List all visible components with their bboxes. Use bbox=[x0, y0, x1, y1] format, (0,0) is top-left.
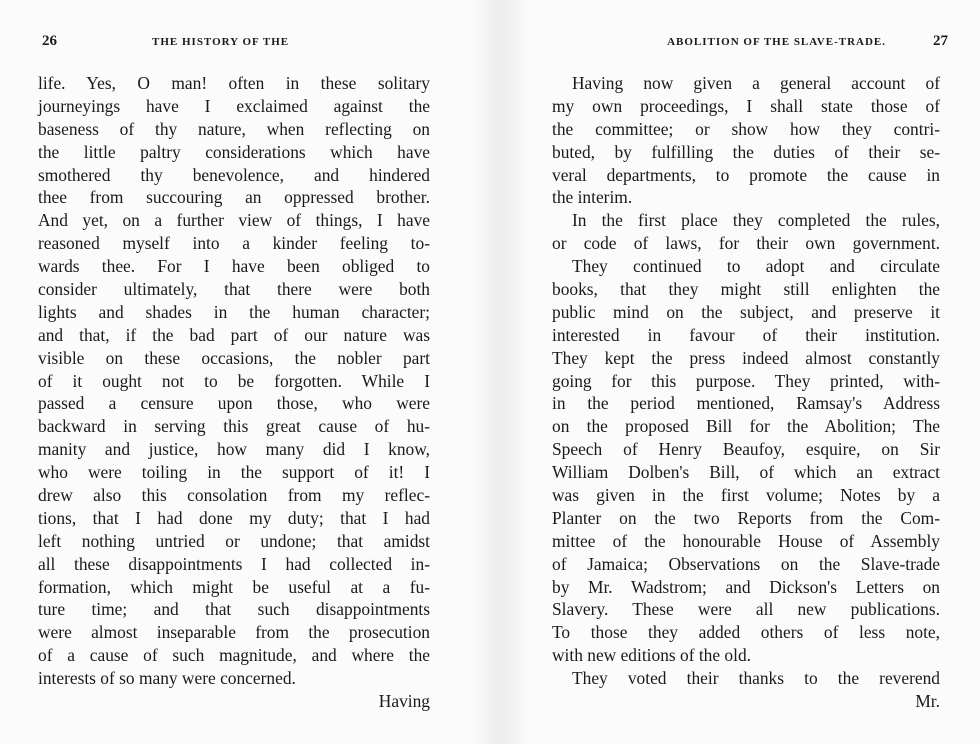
text-line: ture time; and that such disappointments bbox=[38, 599, 430, 620]
text-line: interested in favour of their institution. bbox=[552, 324, 940, 345]
text-line: by Mr. Wadstrom; and Dickson's Letters on bbox=[552, 576, 940, 597]
text-line: reasoned myself into a kinder feeling to- bbox=[38, 233, 430, 254]
left-running-head bbox=[42, 33, 432, 58]
text-line: the little paltry considerations which have bbox=[38, 141, 430, 162]
text-line: passed a censure upon those, who were bbox=[38, 393, 430, 414]
text-line: public mind on the subject, and preserve it bbox=[552, 301, 940, 322]
text-line: visible on these occasions, the nobler part bbox=[38, 347, 430, 368]
left-running-head-title: THE HISTORY OF THE bbox=[152, 36, 290, 48]
text-line: my own proceedings, I shall state those of bbox=[552, 95, 940, 116]
text-line: life. Yes, O man! often in these solitary bbox=[38, 73, 430, 93]
text-line: baseness of thy nature, when reflecting on bbox=[38, 118, 430, 139]
text-line: was given in the first volume; Notes by a bbox=[552, 485, 940, 506]
text-line: manity and justice, how many did I know, bbox=[38, 439, 430, 460]
text-line: To those they added others of less note, bbox=[552, 622, 940, 643]
text-line: formation, which might be useful at a fu- bbox=[38, 576, 430, 597]
text-line: They kept the press indeed almost constantly bbox=[552, 347, 940, 368]
text-line: left nothing untried or undone; that amidst bbox=[38, 530, 430, 551]
text-line: mittee of the honourable House of Assembly bbox=[552, 530, 940, 551]
text-line: lights and shades in the human character; bbox=[38, 301, 430, 322]
text-line: smothered thy benevolence, and hindered bbox=[38, 164, 430, 185]
text-line: and that, if the bad part of our nature was bbox=[38, 324, 430, 345]
text-line: And yet, on a further view of things, I have bbox=[38, 210, 430, 231]
text-line: They continued to adopt and circulate bbox=[572, 256, 940, 277]
text-line: journeyings have I exclaimed against the bbox=[38, 95, 430, 116]
text-line: Having now given a general account of bbox=[572, 73, 940, 93]
left-page-number: 26 bbox=[42, 33, 57, 49]
text-line: all these disappointments I had collected in- bbox=[38, 553, 430, 574]
text-line: of Jamaica; Observations on the Slave-trade bbox=[552, 553, 940, 574]
text-line: on the proposed Bill for the Abolition; The bbox=[552, 416, 940, 437]
text-line: In the first place they completed the rules, bbox=[572, 210, 940, 231]
text-line: the interim. bbox=[552, 187, 633, 208]
text-line: consider ultimately, that there were both bbox=[38, 279, 430, 300]
text-line: backward in serving this great cause of hu- bbox=[38, 416, 430, 437]
text-line: or code of laws, for their own government. bbox=[552, 233, 940, 254]
right-page bbox=[490, 0, 980, 744]
text-line: of it ought not to be forgotten. While I bbox=[38, 370, 430, 391]
text-line: They voted their thanks to the reverend bbox=[572, 668, 940, 689]
right-running-head-title: ABOLITION OF THE SLAVE-TRADE. bbox=[667, 36, 886, 48]
text-line: veral departments, to promote the cause in bbox=[552, 164, 940, 185]
text-line: the committee; or show how they contri- bbox=[552, 118, 940, 139]
text-line: buted, by fulfilling the duties of their se- bbox=[552, 141, 940, 162]
text-line: of a cause of such magnitude, and where the bbox=[38, 645, 430, 666]
text-line: Planter on the two Reports from the Com- bbox=[552, 507, 940, 528]
text-line: who were toiling in the support of it! I bbox=[38, 462, 430, 483]
right-running-head bbox=[556, 33, 948, 58]
right-page-number: 27 bbox=[933, 33, 948, 49]
left-body-text bbox=[38, 72, 430, 713]
catchword: Mr. bbox=[915, 691, 940, 712]
text-line: in the period mentioned, Ramsay's Address bbox=[552, 393, 940, 414]
text-line: tions, that I had done my duty; that I had bbox=[38, 507, 430, 528]
text-line: going for this purpose. They printed, with- bbox=[552, 370, 940, 391]
text-line: Speech of Henry Beaufoy, esquire, on Sir bbox=[552, 439, 940, 460]
text-line: interests of so many were concerned. bbox=[38, 668, 296, 689]
catchword: Having bbox=[378, 691, 430, 712]
text-line: William Dolben's Bill, of which an extract bbox=[552, 462, 940, 483]
text-line: books, that they might still enlighten the bbox=[552, 279, 940, 300]
text-line: Slavery. These were all new publications. bbox=[552, 599, 940, 620]
text-line: drew also this consolation from my reflec- bbox=[38, 485, 430, 506]
text-line: thee from succouring an oppressed brother. bbox=[38, 187, 430, 208]
text-line: with new editions of the old. bbox=[552, 645, 751, 666]
text-line: wards thee. For I have been obliged to bbox=[38, 256, 430, 277]
right-body-text bbox=[552, 72, 940, 713]
text-line: were almost inseparable from the prosecution bbox=[38, 622, 430, 643]
